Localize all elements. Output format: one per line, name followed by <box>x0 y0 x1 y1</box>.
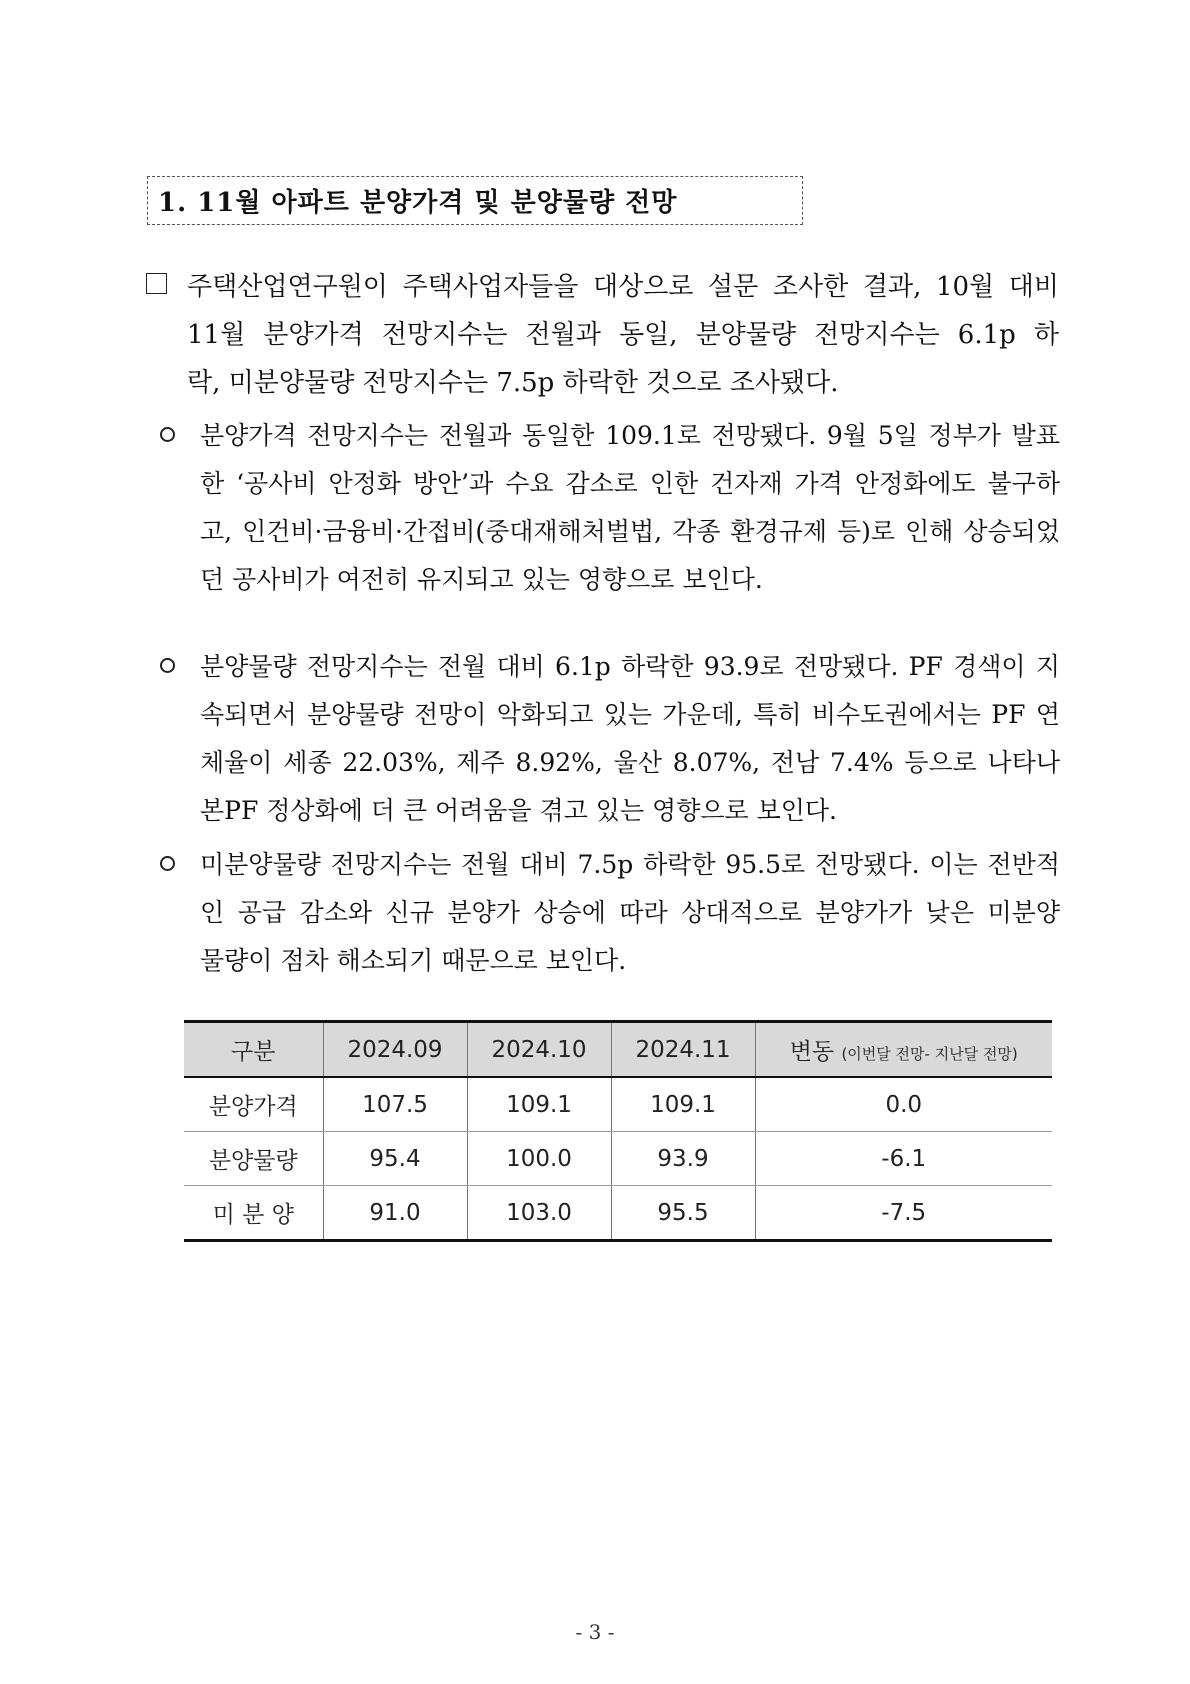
cell-change: -6.1 <box>755 1132 1052 1186</box>
cell-value: 93.9 <box>611 1132 755 1186</box>
header-2024-10: 2024.10 <box>467 1022 611 1078</box>
header-change <box>755 1022 1052 1078</box>
main-line-3: 락, 미분양물량 전망지수는 7.5p 하락한 것으로 조사됐다. <box>187 368 839 398</box>
cell-value: 100.0 <box>467 1132 611 1186</box>
header-change-label: 변동 <box>789 1039 835 1065</box>
circle-bullet-icon <box>160 856 175 871</box>
bullet-paragraph-1 <box>200 411 1060 603</box>
bullet-paragraph-3 <box>200 840 1060 984</box>
cell-value: 95.5 <box>611 1186 755 1241</box>
cell-value: 103.0 <box>467 1186 611 1241</box>
table-row <box>184 1132 1052 1186</box>
cell-value: 95.4 <box>323 1132 467 1186</box>
square-bullet-icon <box>146 273 167 294</box>
cell-value: 109.1 <box>611 1077 755 1132</box>
bullet-3-line-3: 물량이 점차 해소되기 때문으로 보인다. <box>200 946 627 975</box>
cell-change: 0.0 <box>755 1077 1052 1132</box>
bullet-1-line-4: 던 공사비가 여전히 유지되고 있는 영향으로 보인다. <box>200 565 763 594</box>
bullet-1-line-3: 고, 인건비·금융비·간접비(중대재해처벌법, 각종 환경규제 등)로 인해 상승되었 <box>200 517 1060 546</box>
bullet-3-line-2: 인 공급 감소와 신규 분양가 상승에 따라 상대적으로 분양가가 낮은 미분양 <box>200 898 1060 927</box>
cell-value: 91.0 <box>323 1186 467 1241</box>
main-paragraph <box>187 263 1059 407</box>
section-title: 1. 11월 아파트 분양가격 및 분양물량 전망 <box>158 188 678 218</box>
bullet-1-line-1: 분양가격 전망지수는 전월과 동일한 109.1로 전망됐다. 9월 5일 정부가 발표 <box>200 421 1060 450</box>
row-label: 미 분 양 <box>184 1186 323 1241</box>
row-label: 분양가격 <box>184 1077 323 1132</box>
bullet-2-line-4: 본PF 정상화에 더 큰 어려움을 겪고 있는 영향으로 보인다. <box>200 796 837 825</box>
page-number: - 3 - <box>575 1620 615 1644</box>
section-title-box <box>147 176 803 225</box>
main-line-2: 11월 분양가격 전망지수는 전월과 동일, 분양물량 전망지수는 6.1p 하 <box>187 320 1059 350</box>
bullet-paragraph-2 <box>200 642 1060 834</box>
table-row <box>184 1186 1052 1241</box>
forecast-index-table <box>184 1020 1052 1242</box>
cell-value: 109.1 <box>467 1077 611 1132</box>
bullet-1-line-2: 한 ‘공사비 안정화 방안’과 수요 감소로 인한 건자재 가격 안정화에도 불구하 <box>200 469 1060 498</box>
table-row <box>184 1077 1052 1132</box>
table-header-row <box>184 1022 1052 1078</box>
bullet-3-line-1: 미분양물량 전망지수는 전월 대비 7.5p 하락한 95.5로 전망됐다. 이는 전반적 <box>200 850 1060 879</box>
cell-value: 107.5 <box>323 1077 467 1132</box>
header-category: 구분 <box>184 1022 323 1078</box>
header-2024-09: 2024.09 <box>323 1022 467 1078</box>
bullet-2-line-2: 속되면서 분양물량 전망이 악화되고 있는 가운데, 특히 비수도권에서는 PF 연 <box>200 700 1060 729</box>
bullet-2-line-1: 분양물량 전망지수는 전월 대비 6.1p 하락한 93.9로 전망됐다. PF 경색이 지 <box>200 652 1060 681</box>
row-label: 분양물량 <box>184 1132 323 1186</box>
circle-bullet-icon <box>160 658 175 673</box>
header-2024-11: 2024.11 <box>611 1022 755 1078</box>
bullet-2-line-3: 체율이 세종 22.03%, 제주 8.92%, 울산 8.07%, 전남 7.4% 등으로 나타나 <box>200 748 1060 777</box>
cell-change: -7.5 <box>755 1186 1052 1241</box>
main-line-1: 주택산업연구원이 주택사업자들을 대상으로 설문 조사한 결과, 10월 대비 <box>187 272 1059 302</box>
header-change-note: (이번달 전망- 지난달 전망) <box>841 1045 1018 1063</box>
circle-bullet-icon <box>160 427 175 442</box>
